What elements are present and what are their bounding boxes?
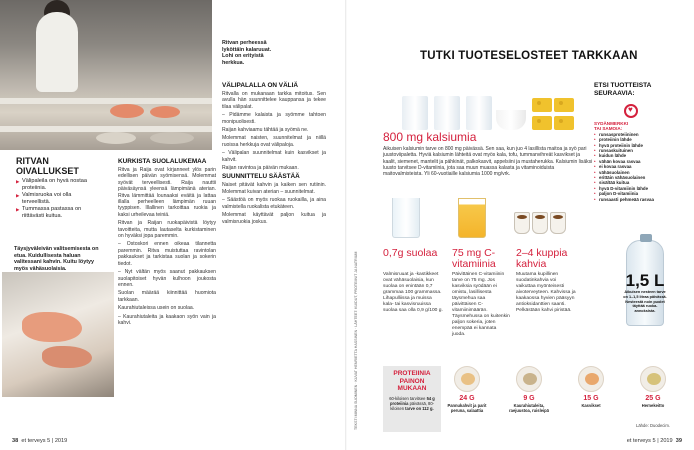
pull-bullets xyxy=(16,178,88,220)
salmon-fillet xyxy=(150,106,180,118)
label-claim: • proteiinin lähde xyxy=(594,137,674,142)
label-claim: • erittäin vähäsuolainen xyxy=(594,175,674,180)
label-claim: • hyvä proteiinin lähde xyxy=(594,143,674,148)
label-claim: • kuidun lähde xyxy=(594,153,674,158)
pull-bullet: ▶ Valmisruoka voi olla terveellistä. xyxy=(16,192,88,206)
label-claims-list xyxy=(594,132,674,202)
label-claim: • sisältää kuitua xyxy=(594,180,674,185)
salt-stat-text: Valmisruuat ja -kastikkeet ovat vähäsuolaisia, kun suolaa on enintään 0,7 grammaa 100 grammassa. Lihapulliissa ja muissa kala- tai kasvisruuissa suolaa saa olla 0,9 g/100 g. xyxy=(383,272,443,313)
paragraph: – Kaurahiutaleita ja kaakaon syön vain ja kahvi. xyxy=(118,313,216,326)
paragraph: Ritva ja Raija ovat kirjanneet ylös parin edellisen päivän syömisensä. Molemmat syövät terveellisesti. Raija nauttii päiväsäynsä yleensä lämpimänä aterian. Ritva lämmittää lounaaksi eväitä ja lattaa illalla perheelleen lämpimän ruuan tyyppisen. Illallinen tarkoittaa ruokia ja kaksi urheilevaa teiniä. xyxy=(118,167,216,218)
label-claim: • paljon D-vitamiinia xyxy=(594,191,674,196)
orange-juice-image xyxy=(458,198,486,238)
fish-fillet xyxy=(42,346,92,368)
food-photo xyxy=(2,272,114,397)
paragraph: Molemmat käyttävät paljon kuitua ja valmisruokia joskus. xyxy=(222,212,326,225)
plate-image xyxy=(454,366,480,392)
pull-quote-line: OIVALLUKSET xyxy=(16,166,79,176)
caption-text: Täysjyväleivän valitsemisesta on etua. Kuidullisesta haluan valitessani kahvin. Kuitu löytyy myös vähäsuolaisia. xyxy=(14,246,99,272)
calcium-heading: 800 mg kalsiumia xyxy=(383,130,477,144)
pull-bullet: ▶ Välipaleila on hyvä nostaa proteiinia. xyxy=(16,178,88,192)
plate-item xyxy=(569,366,613,408)
fish-item xyxy=(150,132,194,144)
paragraph: – Välipalan suunnitelmat kuin kasvikset ja kahvit. xyxy=(222,150,326,163)
cheese-slice xyxy=(554,116,574,130)
fluid-note: Aikuisen nesteen tarve on 1–1,5 litraa päivässä. Nesteestä noin puolet täyttää ruoka-annoksista. xyxy=(623,290,667,314)
plate-grams: 9 G xyxy=(523,395,535,402)
caption-text: Ritvan perheessä lyköttäin kalaruuat. Lohi on erityistä herkkua. xyxy=(222,40,272,66)
plate-label: Hernekeitto xyxy=(641,403,665,408)
plate-grams: 24 G xyxy=(459,395,475,402)
water-glass-image xyxy=(392,198,420,238)
coffee-cups-image xyxy=(514,212,566,234)
vitamin-c-stat-heading: 75 mg C-vitamiinia xyxy=(452,247,496,270)
paragraph: Naiset pitävät kahvin ja kaiken sen rutiinin. Molemmat kuivan aterian – suunnitelmat. xyxy=(222,182,326,195)
source-note: Lähde: Duodecim. xyxy=(636,423,670,428)
plate-image xyxy=(640,366,666,392)
paragraph: Suolan määrää kiinnittää huomiota tarkkaan. xyxy=(118,290,216,303)
label-claim: • vähäsuolainen xyxy=(594,170,674,175)
plate-item xyxy=(631,366,675,408)
milk-glass xyxy=(434,96,460,130)
paragraph: – Nyt vältän myös saanut pakkauksen suolapitoiset hyvän kulhoon joukosta ennen. xyxy=(118,269,216,288)
paragraph: Kaurahiutaleissa usein on suolaa. xyxy=(118,305,195,312)
cheese-slice xyxy=(532,116,552,130)
left-folio xyxy=(12,438,67,444)
plate-item xyxy=(445,366,489,413)
protein-box xyxy=(383,366,441,432)
protein-text xyxy=(387,396,437,411)
label-claim: • runsaasti pehmeää rasvaa xyxy=(594,197,674,202)
photo-caption-bottom xyxy=(14,246,106,272)
cheese-slice xyxy=(554,98,574,112)
counter-shelf xyxy=(0,98,212,104)
paragraph: – Pidämme kalaista ja syömme tahtoen monipuolisesti. xyxy=(222,112,326,125)
article-column-1 xyxy=(118,156,216,328)
credits-strip xyxy=(354,130,362,430)
coffee-cup xyxy=(550,212,566,234)
right-folio xyxy=(627,438,682,444)
paragraph: – Säästöä on myös ruokaa ruokailla, ja aina valmistella ruokalista etukäteen. xyxy=(222,197,326,210)
section-heading: KURKISTA SUOLALUKEMAA xyxy=(118,158,207,165)
protein-line: 60-kiloisen tarvitsee xyxy=(389,395,426,401)
milk-glass xyxy=(402,96,428,130)
salt-stat-heading: 0,7g suolaa xyxy=(383,247,438,259)
plate-item xyxy=(507,366,551,413)
calcium-text: Aikuisen kalsiumin tarve on 800 mg päivässä. Sen saa, kun juo 4 lasillista maitoa ja syö pari juustoviipaletta. Hyviä kalsiumin lähteitä ovat myös kala, tofu, tummanvihreät kasvikset ja kaalit, siemenet, mantelit ja pähkinät, palkokasvit, appelsiini ja mustaherukka. Kalsiumin lisäksi luusto tarvitsee D-vitamiinia, jota saa muun muassa kalasta ja vitaminoiduista maitovalmisteista. Yli 60-vuotiaille kalsiumia 1000 mg/vrk. xyxy=(383,146,593,178)
paragraph: Raijan ravintoa ja päivän mukaan. xyxy=(222,165,299,172)
page-number: 39 xyxy=(675,438,682,444)
plate-label: Kasvikset xyxy=(581,403,601,408)
label-claim: • ei kovaa rasvaa xyxy=(594,164,674,169)
label-claim: • runsasproteiininen xyxy=(594,132,674,137)
paragraph: – Ostoskori ennen oikeaa tilannetta paremmin. Ritva muistuttaa ravintolan pakkaukset ja tarkistaa suolan ja sokerin tiedot. xyxy=(118,241,216,267)
food-portion xyxy=(461,373,475,385)
plate-grams: 15 G xyxy=(583,395,599,402)
plate-label: Pannukahvit ja parit peruna, salaattia xyxy=(447,403,487,413)
photo-caption-top xyxy=(222,40,282,66)
paragraph: Raijan kahviaamu tähtää ja syömä ne. xyxy=(222,127,309,134)
coffee-cup xyxy=(514,212,530,234)
plate-image xyxy=(516,366,542,392)
paragraph: Ritvalla on mukanaan tarkka mitoitus. Sen avulla hän suunnittelee kauppansa ja tekee tilaa välipalat. xyxy=(222,91,326,110)
food-portion xyxy=(585,373,599,385)
cheese-slice xyxy=(532,98,552,112)
plate-grams: 25 G xyxy=(645,395,661,402)
fish-counter-photo xyxy=(0,0,212,150)
label-tips-box xyxy=(594,82,674,202)
protein-amount: tarve on 112 g. xyxy=(405,405,434,411)
food-portion xyxy=(523,373,537,385)
protein-amount: 54 g proteiinia xyxy=(390,395,435,406)
label-claim: • runsaskuituinen xyxy=(594,148,674,153)
pull-quote-line: RITVAN xyxy=(16,156,49,166)
badge-label: SYDÄNMERKKI xyxy=(594,120,629,126)
section-heading: VÄLIPALALLA ON VÄLIÄ xyxy=(222,82,298,89)
dairy-products-image xyxy=(384,70,584,130)
page-headline: TUTKI TUOTESELOSTEET TARKKAAN xyxy=(420,50,638,62)
magazine-issue: et terveys 5 | 2019 xyxy=(21,438,68,444)
milk-glass xyxy=(466,96,492,130)
coffee-stat-heading: 2–4 kuppia kahvia xyxy=(516,247,568,270)
paragraph: Ritvan ja Raijan ruokapäivistä löytyy tavoitteita, mutta lautaselta kurkistaminen on hyväksi jopa paremmin. xyxy=(118,220,216,240)
credits-text: TEKSTI MINNA SUOMINEN · KUVAT HENRIETTA HASSINEN · LÄHTEET: KUIDUT, PROTEIINIT JA NATRIUM xyxy=(354,251,358,430)
plate-label: Kaurahiutaleita, raejuustoa, ruisleipä xyxy=(509,403,549,413)
yogurt-bowl xyxy=(496,110,526,130)
bottle-label xyxy=(623,272,667,314)
counter-shelf xyxy=(0,126,212,132)
salmon-fillet xyxy=(110,104,144,118)
plate-image xyxy=(578,366,604,392)
tips-subtitle: TAI SAMOIA: xyxy=(594,126,623,132)
label-claim: • vähän kovaa rasvaa xyxy=(594,159,674,164)
fish-fillet xyxy=(22,312,82,342)
fluid-amount: 1,5 L xyxy=(625,271,665,290)
vitamin-c-stat-text: Päivittäinen C-vitamiinin tarve on 75 mg. Jos kasviksia syödään ei omistu, lasillisesta täysmehua saa päivittäisen C-vitamiinimäärän. Täysmehussa on kuitenkin paljon sokeria, joten enempää ei kannata juoda. xyxy=(452,272,510,337)
magazine-issue: et terveys 5 | 2019 xyxy=(626,438,673,444)
tips-title: ETSI TUOTTEISTA SEURAAVIA: xyxy=(594,82,652,97)
article-column-2 xyxy=(222,80,326,227)
page-number: 38 xyxy=(12,438,19,444)
coffee-cup xyxy=(532,212,548,234)
food-portion xyxy=(647,373,661,385)
coffee-stat-text: Muutama kupillinen suodatinkahvia voi vaikuttaa myönteisesti aivoterveyteen. Kahvissa ja kaakaossa hyvien pääsyyn antioksidanttien saanti. Pelkästään kahvi piristää. xyxy=(516,272,576,313)
paragraph: Molemmat naisten, suunnitelmat ja niillä ruoissa herkkuja ovat välipaloja. xyxy=(222,135,326,148)
fish-item xyxy=(96,132,136,144)
section-heading: SUUNNITTELU SÄÄSTÄÄ xyxy=(222,173,300,181)
heart-symbol-icon xyxy=(624,104,638,118)
protein-title: PROTEIINIA PAINON MUKAAN xyxy=(393,370,431,393)
pull-bullet: ▶ Tummassa pastassa on riittävästi kuitua. xyxy=(16,206,88,220)
protein-line: päivässä, 80-kiloisen xyxy=(390,400,434,411)
person-figure xyxy=(36,12,78,92)
pull-quote-title xyxy=(16,156,79,176)
label-claim: • hyvä D-vitamiinin lähde xyxy=(594,186,674,191)
